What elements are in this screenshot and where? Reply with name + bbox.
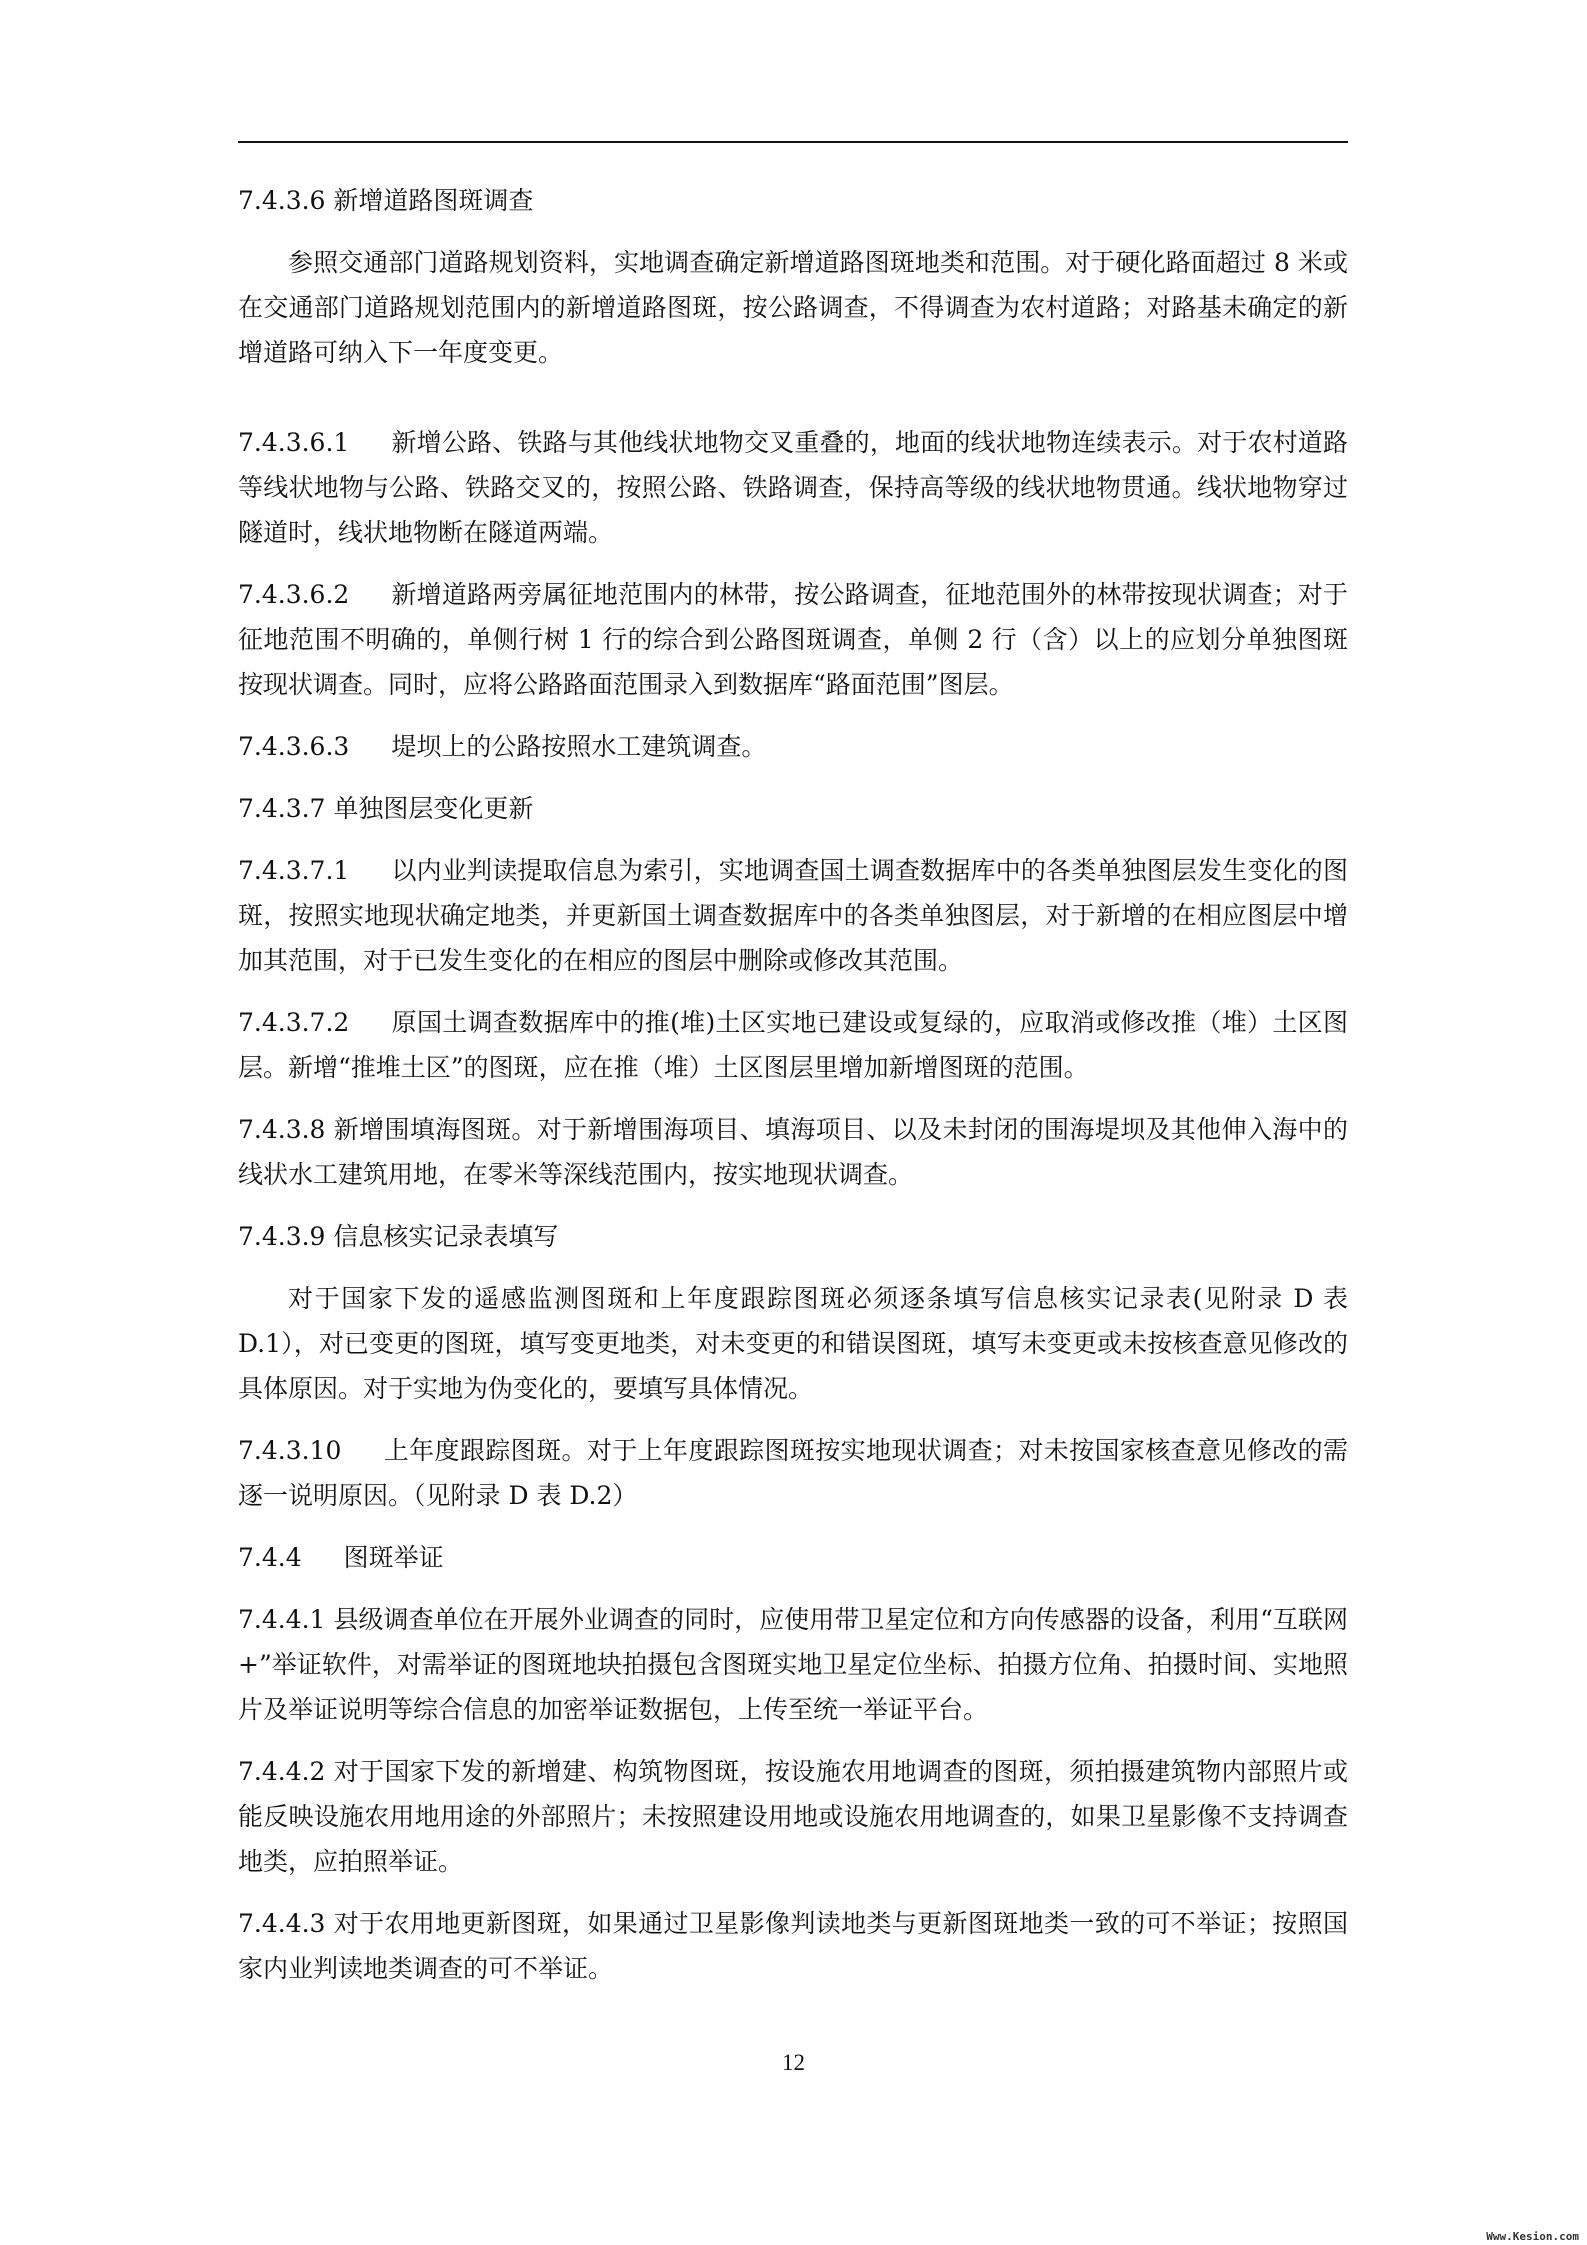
clause-7-4-3-7-1: [238, 848, 1348, 983]
clause-text: 新增道路两旁属征地范围内的林带，按公路调查，征地范围外的林带按现状调查；对于征地范围不明确的，单侧行树 1 行的综合到公路图斑调查，单侧 2 行（含）以上的应划分单独图斑按现状调查。同时，应将公路路面范围录入到数据库“路面范围”图层。: [238, 580, 1348, 699]
clause-number: 7.4.3.7.2: [238, 1008, 350, 1037]
clause-number: 7.4.3.10: [238, 1436, 342, 1465]
clause-number: 7.4.3.6.2: [238, 580, 350, 609]
clause-text: 图斑举证: [343, 1543, 444, 1572]
paragraph-7-4-3-6: 参照交通部门道路规划资料，实地调查确定新增道路图斑地类和范围。对于硬化路面超过 8 米或在交通部门道路规划范围内的新增道路图斑，按公路调查，不得调查为农村道路；对路基未确定的新增道路可纳入下一年度变更。: [238, 248, 1348, 367]
clause-7-4-3-6-1: [238, 420, 1348, 555]
section-heading-7-4-3-7: 7.4.3.7 单独图层变化更新: [238, 794, 534, 823]
clause-7-4-3-6-3: [238, 724, 1348, 769]
clause-7-4-3-8: 7.4.3.8 新增围填海图斑。对于新增围海项目、填海项目、以及未封闭的围海堤坝及其他伸入海中的线状水工建筑用地，在零米等深线范围内，按实地现状调查。: [238, 1115, 1348, 1189]
clause-7-4-4-3: 7.4.4.3 对于农用地更新图斑，如果通过卫星影像判读地类与更新图斑地类一致的可不举证；按照国家内业判读地类调查的可不举证。: [238, 1909, 1348, 1983]
clause-7-4-4-2: 7.4.4.2 对于国家下发的新增建、构筑物图斑，按设施农用地调查的图斑，须拍摄建筑物内部照片或能反映设施农用地用途的外部照片；未按照建设用地或设施农用地调查的，如果卫星影像不支持调查地类，应拍照举证。: [238, 1757, 1348, 1876]
clause-7-4-3-10: [238, 1428, 1348, 1518]
document-body: [238, 178, 1348, 2008]
watermark: Www.Kesion.com: [1486, 2230, 1579, 2243]
section-heading-7-4-3-6: 7.4.3.6 新增道路图斑调查: [238, 186, 534, 215]
clause-text: 上年度跟踪图斑。对于上年度跟踪图斑按实地现状调查；对未按国家核查意见修改的需逐一说明原因。（见附录 D 表 D.2）: [238, 1436, 1348, 1510]
clause-number: 7.4.3.6.3: [238, 732, 350, 761]
page-number: 12: [782, 2050, 805, 2075]
clause-text: 以内业判读提取信息为索引，实地调查国土调查数据库中的各类单独图层发生变化的图斑，按照实地现状确定地类，并更新国土调查数据库中的各类单独图层，对于新增的在相应图层中增加其范围，对于已发生变化的在相应的图层中删除或修改其范围。: [238, 856, 1348, 975]
clause-text: 新增公路、铁路与其他线状地物交叉重叠的，地面的线状地物连续表示。对于农村道路等线状地物与公路、铁路交叉的，按照公路、铁路调查，保持高等级的线状地物贯通。线状地物穿过隧道时，线状地物断在隧道两端。: [238, 428, 1348, 547]
clause-7-4-4-1: 7.4.4.1 县级调查单位在开展外业调查的同时，应使用带卫星定位和方向传感器的设备，利用“互联网+”举证软件，对需举证的图斑地块拍摄包含图斑实地卫星定位坐标、拍摄方位角、拍摄时间、实地照片及举证说明等综合信息的加密举证数据包，上传至统一举证平台。: [238, 1605, 1348, 1724]
paragraph-7-4-3-9: 对于国家下发的遥感监测图斑和上年度跟踪图斑必须逐条填写信息核实记录表(见附录 D 表 D.1），对已变更的图斑，填写变更地类，对未变更的和错误图斑，填写未变更或未按核查意见修改的具体原因。对于实地为伪变化的，要填写具体情况。: [238, 1284, 1348, 1403]
section-heading-7-4-3-9: 7.4.3.9 信息核实记录表填写: [238, 1222, 559, 1251]
clause-7-4-3-6-2: [238, 572, 1348, 707]
clause-text: 原国土调查数据库中的推(堆)土区实地已建设或复绿的，应取消或修改推（堆）土区图层。新增“推堆土区”的图斑，应在推（堆）土区图层里增加新增图斑的范围。: [238, 1008, 1348, 1082]
section-heading-7-4-4: [238, 1535, 1348, 1580]
clause-text: 堤坝上的公路按照水工建筑调查。: [391, 732, 767, 761]
clause-number: 7.4.3.7.1: [238, 856, 350, 885]
header-rule: [238, 141, 1348, 143]
clause-number: 7.4.3.6.1: [238, 428, 350, 457]
clause-7-4-3-7-2: [238, 1000, 1348, 1090]
clause-number: 7.4.4: [238, 1543, 302, 1572]
